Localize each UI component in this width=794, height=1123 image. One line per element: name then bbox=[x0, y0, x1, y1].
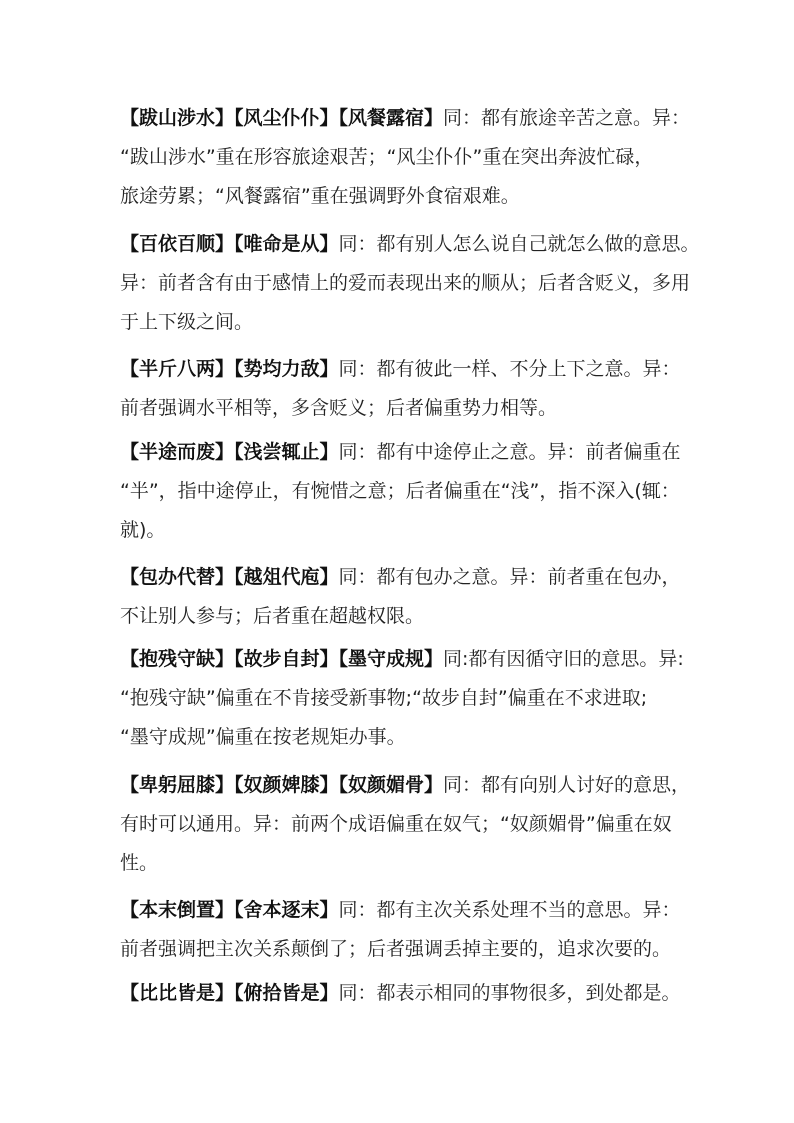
entry-text: 同：都有向别人讨好的意思， bbox=[443, 774, 691, 796]
entry-line bbox=[120, 389, 700, 428]
entry-line bbox=[120, 679, 700, 718]
entry-text: 同:都有因循守旧的意思。异: bbox=[443, 648, 684, 670]
entry-text: 同：都有彼此一样、不分上下之意。异： bbox=[338, 358, 681, 380]
entry-line bbox=[120, 138, 700, 177]
entry-line bbox=[120, 303, 700, 342]
entry-text: “抱残守缺”偏重在不肯接受新事物;“故步自封”偏重在不求进取; bbox=[120, 687, 648, 709]
entry-baiyibaishun bbox=[120, 225, 700, 342]
entry-line bbox=[120, 930, 700, 969]
entry-line bbox=[120, 844, 700, 883]
idiom-group: 【比比皆是】【俯拾皆是】 bbox=[120, 982, 339, 1004]
entry-text: 同：都有包办之意。异：前者重在包办， bbox=[338, 566, 681, 588]
entry-benmodaozhi bbox=[120, 891, 700, 969]
entry-bashansheshui bbox=[120, 99, 700, 216]
entry-text: 就)。 bbox=[120, 519, 166, 541]
entry-line bbox=[120, 225, 700, 264]
entry-line bbox=[120, 558, 700, 597]
idiom-group: 【抱残守缺】【故步自封】【墨守成规】 bbox=[120, 648, 444, 670]
entry-text: 同：都有别人怎么说自己就怎么做的意思。 bbox=[338, 233, 700, 255]
idiom-group: 【跋山涉水】【风尘仆仆】【风餐露宿】 bbox=[120, 107, 444, 129]
entry-text: 前者强调水平相等，多含贬义；后者偏重势力相等。 bbox=[120, 397, 558, 419]
entry-line bbox=[120, 805, 700, 844]
entry-line bbox=[120, 974, 700, 1013]
entry-bantuerfei bbox=[120, 433, 700, 550]
entry-bibijieshi bbox=[120, 974, 700, 1013]
entry-line bbox=[120, 766, 700, 805]
entry-line bbox=[120, 177, 700, 216]
entry-text: “跋山涉水”重在形容旅途艰苦；“风尘仆仆”重在突出奔波忙碌， bbox=[120, 146, 654, 168]
entry-text: 有时可以通用。异：前两个成语偏重在奴气；“奴颜媚骨”偏重在奴 bbox=[120, 813, 672, 835]
entry-text: 同：都表示相同的事物很多，到处都是。 bbox=[338, 982, 681, 1004]
entry-line bbox=[120, 891, 700, 930]
entry-line bbox=[120, 264, 700, 303]
entry-text: “半”，指中途停止，有惋惜之意；后者偏重在“浅”，指不深入(辄： bbox=[120, 480, 680, 502]
entry-text: 同：都有中途停止之意。异：前者偏重在 bbox=[338, 441, 681, 463]
entry-banjinbaliang bbox=[120, 350, 700, 428]
entry-line bbox=[120, 640, 700, 679]
entry-text: 不让别人参与；后者重在超越权限。 bbox=[120, 605, 425, 627]
entry-baocanshouque bbox=[120, 640, 700, 757]
entry-line bbox=[120, 350, 700, 389]
entry-text: 同：都有旅途辛苦之意。异： bbox=[443, 107, 691, 129]
idiom-group: 【百依百顺】【唯命是从】 bbox=[120, 233, 339, 255]
entry-text: 旅途劳累；“风餐露宿”重在强调野外食宿艰难。 bbox=[120, 185, 520, 207]
entry-text: 同：都有主次关系处理不当的意思。异： bbox=[338, 899, 681, 921]
entry-text: 前者强调把主次关系颠倒了；后者强调丢掉主要的，追求次要的。 bbox=[120, 938, 672, 960]
entry-line bbox=[120, 99, 700, 138]
idiom-group: 【本末倒置】【舍本逐末】 bbox=[120, 899, 339, 921]
idiom-group: 【半途而废】【浅尝辄止】 bbox=[120, 441, 339, 463]
entry-line bbox=[120, 511, 700, 550]
entry-line bbox=[120, 433, 700, 472]
entry-text: 性。 bbox=[120, 852, 159, 874]
idiom-group: 【包办代替】【越俎代庖】 bbox=[120, 566, 339, 588]
entry-line bbox=[120, 718, 700, 757]
idiom-group: 【半斤八两】【势均力敌】 bbox=[120, 358, 339, 380]
entry-text: “墨守成规”偏重在按老规矩办事。 bbox=[120, 726, 406, 748]
entry-line bbox=[120, 472, 700, 511]
entry-text: 于上下级之间。 bbox=[120, 311, 254, 333]
entry-baobandaiti bbox=[120, 558, 700, 636]
entry-line bbox=[120, 597, 700, 636]
entry-beigongquxi bbox=[120, 766, 700, 883]
idiom-group: 【卑躬屈膝】【奴颜婢膝】【奴颜媚骨】 bbox=[120, 774, 444, 796]
entry-text: 异：前者含有由于感情上的爱而表现出来的顺从；后者含贬义，多用 bbox=[120, 272, 691, 294]
